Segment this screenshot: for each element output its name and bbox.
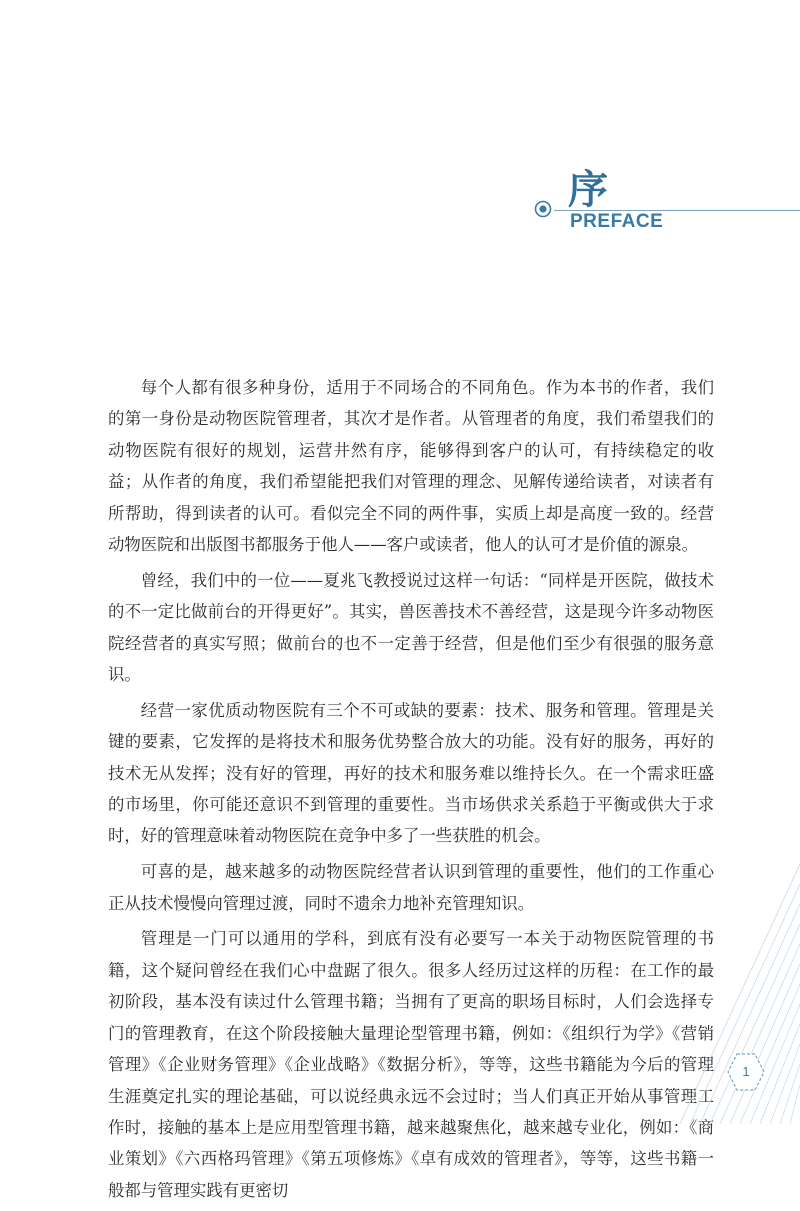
page-title: 序 <box>568 167 608 213</box>
target-dot-icon <box>534 200 552 218</box>
paragraph: 曾经，我们中的一位——夏兆飞教授说过这样一句话：“同样是开医院，做技术的不一定比做前台的开得更好”。其实，兽医善技术不善经营，这是现今许多动物医院经营者的真实写照；做前台的也不一定善于经营，但是他们至少有很强的服务意识。 <box>108 570 714 685</box>
page-subtitle: PREFACE <box>570 211 664 232</box>
page-number <box>726 1052 766 1092</box>
page-number-label: 1 <box>742 1064 750 1079</box>
preface-heading <box>0 0 800 260</box>
preface-body <box>108 372 714 1211</box>
paragraph: 管理是一门可以通用的学科，到底有没有必要写一本关于动物医院管理的书籍，这个疑问曾经在我们心中盘踞了很久。很多人经历过这样的历程：在工作的最初阶段，基本没有读过什么管理书籍；当拥有了更高的职场目标时，人们会选择专门的管理教育，在这个阶段接触大量理论型管理书籍，例如：《组织行为学》《营销管理》《企业财务管理》《企业战略》《数据分析》，等等，这些书籍能为今后的管理生涯奠定扎实的理论基础，可以说经典永远不会过时；当人们真正开始从事管理工作时，接触的基本上是应用型管理书籍，越来越聚焦化，越来越专业化，例如：《商业策划》《六西格玛管理》《第五项修炼》《卓有成效的管理者》，等等，这些书籍一般都与管理实践有更密切 <box>108 929 714 1200</box>
paragraph: 每个人都有很多种身份，适用于不同场合的不同角色。作为本书的作者，我们的第一身份是动物医院管理者，其次才是作者。从管理者的角度，我们希望我们的动物医院有很好的规划，运营井然有序，能够得到客户的认可，有持续稳定的收益；从作者的角度，我们希望能把我们对管理的理念、见解传递给读者，对读者有所帮助，得到读者的认可。看似完全不同的两件事，实质上却是高度一致的。经营动物医院和出版图书都服务于他人——客户或读者，他人的认可才是价值的源泉。 <box>108 378 714 555</box>
paragraph: 可喜的是，越来越多的动物医院经营者认识到管理的重要性，他们的工作重心正从技术慢慢向管理过渡，同时不遗余力地补充管理知识。 <box>108 862 714 913</box>
paragraph: 经营一家优质动物医院有三个不可或缺的要素：技术、服务和管理。管理是关键的要素，它发挥的是将技术和服务优势整合放大的功能。没有好的服务，再好的技术无从发挥；没有好的管理，再好的技术和服务难以维持长久。在一个需求旺盛的市场里，你可能还意识不到管理的重要性。当市场供求关系趋于平衡或供大于求时，好的管理意味着动物医院在竞争中多了一些获胜的机会。 <box>108 700 714 846</box>
